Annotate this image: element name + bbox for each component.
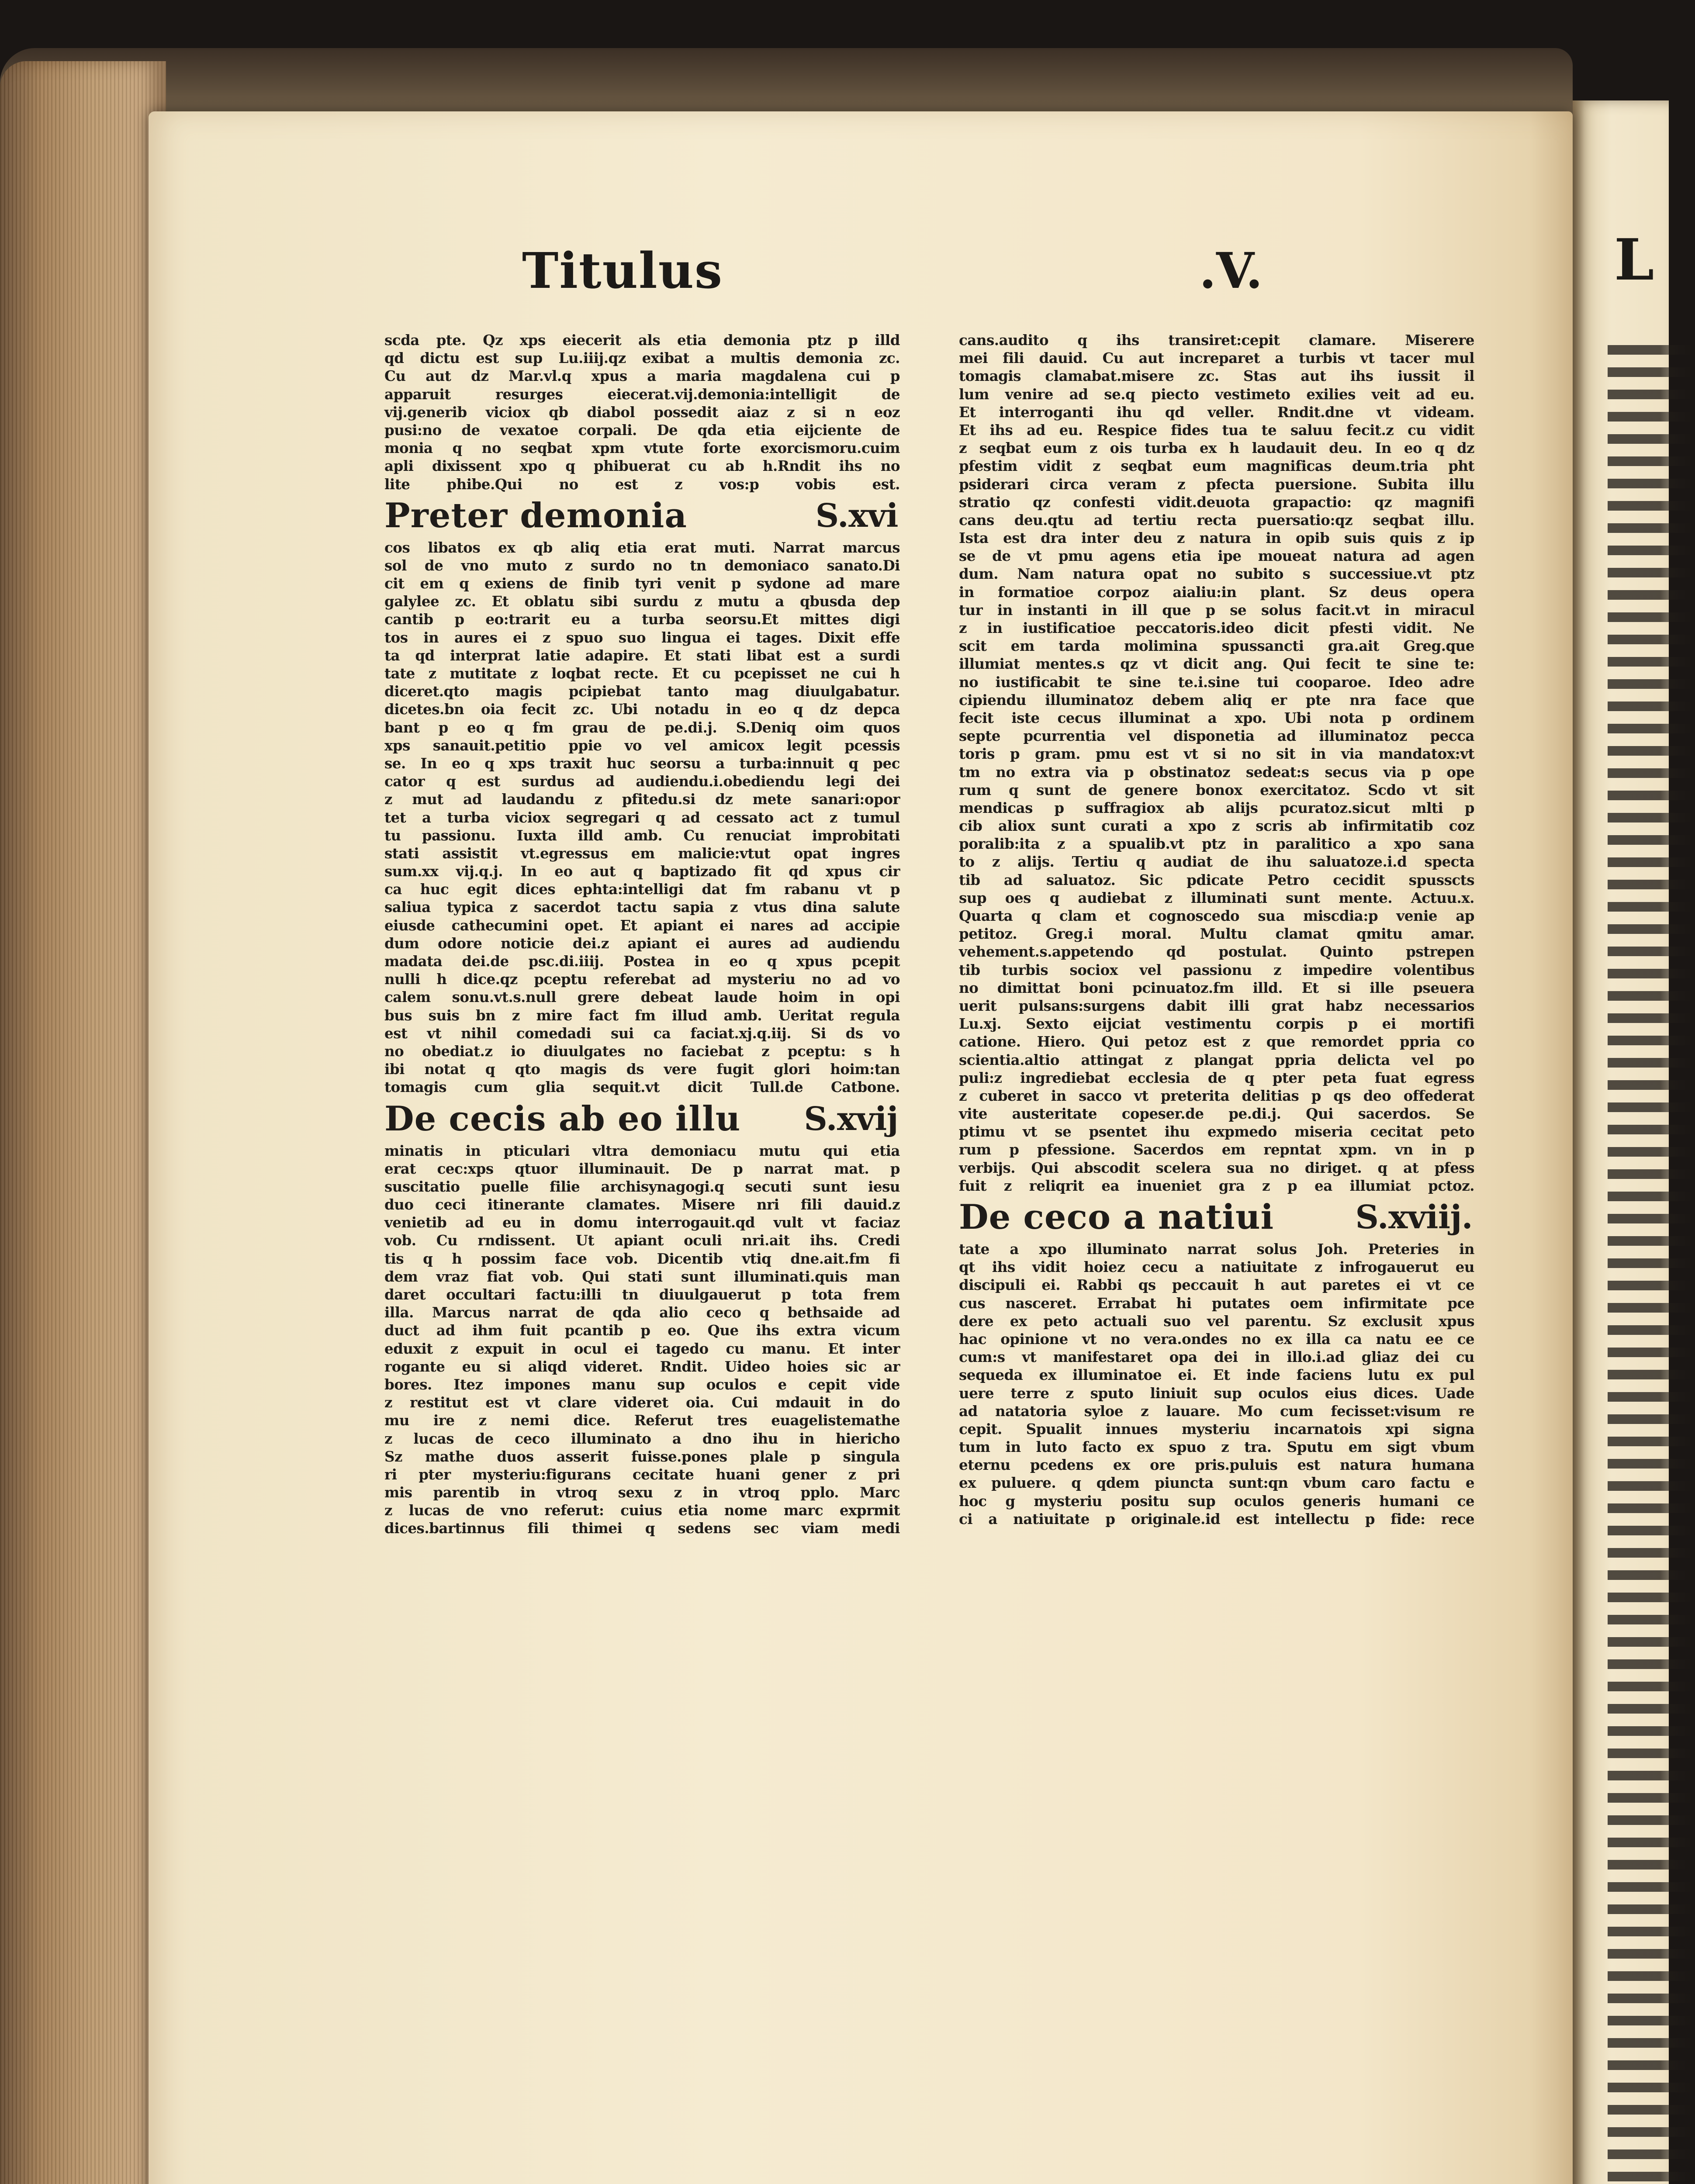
heading-title: Preter demonia	[384, 495, 687, 536]
text-line: daret occultari factu:illi tn diuulgauerut p tota frem	[384, 1286, 900, 1303]
text-column-right	[959, 331, 1474, 1528]
text-line: dere ex peto actuali suo vel parentu. Sz exclusit xpus	[959, 1312, 1474, 1330]
section-number: S.xvij	[804, 1100, 898, 1138]
text-line: z seqbat eum z ois turba ex h laudauit deu. In eo q dz	[959, 439, 1474, 457]
text-line: uere terre z sputo liniuit sup oculos eius dices. Uade	[959, 1384, 1474, 1402]
text-line: to z alijs. Tertiu q audiat de ihu saluatoze.i.d specta	[959, 853, 1474, 871]
text-line: tm no extra via p obstinatoz sedeat:s secus via p ope	[959, 763, 1474, 781]
text-line: scda pte. Qz xps eiecerit als etia demonia ptz p illd	[384, 332, 900, 349]
text-line: tib turbis sociox vel passionu z impedire volentibus	[959, 961, 1474, 978]
text-line: tib ad saluatoz. Sic pdicate Petro cecidit spusscts	[959, 871, 1474, 888]
text-line: rogante eu si aliqd videret. Rndit. Uideo hoies sic ar	[384, 1358, 900, 1375]
text-line: petitoz. Greg.i moral. Multu clamat qmitu amar.	[959, 925, 1474, 943]
text-line: uerit pulsans:surgens dabit illi grat habz necessarios	[959, 997, 1474, 1014]
text-line: Et ihs ad eu. Respice fides tua te saluu fecit.z cu vidit	[959, 421, 1474, 439]
paragraph-block	[384, 1142, 900, 1538]
text-line: Cu aut dz Mar.vl.q xpus a maria magdalena cui p	[384, 367, 900, 385]
section-heading	[384, 1096, 900, 1142]
text-column-left	[384, 331, 900, 1538]
text-line: tur in instanti in ill que p se solus facit.vt in miracul	[959, 601, 1474, 619]
text-line: suscitatio puelle filie archisynagogi.q secuti sunt iesu	[384, 1178, 900, 1195]
text-line: venietib ad eu in domu interrogauit.qd vult vt faciaz	[384, 1214, 900, 1231]
text-line: apparuit resurges eiecerat.vij.demonia:intelligit de	[384, 385, 900, 403]
text-line: no dimittat boni pcinuatoz.fm illd. Et si ille pseuera	[959, 979, 1474, 996]
text-line: saliua typica z sacerdot tactu sapia z vtus dina salute	[384, 898, 900, 916]
text-line: tis q h possim face vob. Dicentib vtiq dne.ait.fm fi	[384, 1250, 900, 1267]
text-line: duct ad ihm fuit pcantib p eo. Que ihs extra vicum	[384, 1322, 900, 1339]
text-line: stratio qz confesti vidit.deuota grapactio: qz magnifi	[959, 493, 1474, 511]
text-line: sol de vno muto z surdo no tn demoniaco sanato.Di	[384, 556, 900, 574]
text-line: ci a natiuitate p originale.id est intellectu p fide: rece	[959, 1510, 1474, 1527]
section-number: S.xvi	[815, 497, 898, 535]
text-line: sup oes q audiebat z illuminati sunt mente. Actuu.x.	[959, 889, 1474, 906]
text-line: hac opinione vt no vera.ondes no ex illa ca natu ee ce	[959, 1330, 1474, 1348]
text-line: z mut ad laudandu z pfitedu.si dz mete sanari:opor	[384, 791, 900, 808]
text-line: scientia.altio attingat z plangat ppria delicta vel po	[959, 1051, 1474, 1068]
text-line: nulli h dice.qz pceptu referebat ad mysteriu no ad vo	[384, 971, 900, 988]
text-line: minatis in pticulari vltra demoniacu mutu qui etia	[384, 1142, 900, 1159]
paragraph-block	[384, 539, 900, 1096]
text-line: tum in luto facto ex spuo z tra. Sputu em sigt vbum	[959, 1438, 1474, 1456]
text-line: vite austeritate copeser.de pe.di.j. Qui sacerdos. Se	[959, 1105, 1474, 1123]
text-line: erat cec:xps qtuor illuminauit. De p narrat mat. p	[384, 1160, 900, 1177]
text-line: apli dixissent xpo q phibuerat cu ab h.Rndit ihs no	[384, 457, 900, 475]
text-line: dicetes.bn oia fecit zc. Ubi notadu in eo q dz depca	[384, 701, 900, 718]
text-line: cepit. Spualit innues mysteriu incarnatois xpi signa	[959, 1420, 1474, 1438]
text-line: poralib:ita z a spualib.vt ptz in paralitico a xpo sana	[959, 835, 1474, 853]
text-line: pfestim vidit z seqbat eum magnificas deum.tria pht	[959, 457, 1474, 475]
text-line: bores. Itez impones manu sup oculos e cepit vide	[384, 1375, 900, 1393]
text-line: cans.audito q ihs transiret:cepit clamare. Miserere	[959, 332, 1474, 349]
text-line: dices.bartinnus fili thimei q sedens sec viam medi	[384, 1520, 900, 1537]
text-line: psiderari circa veram z pfecta puersione. Subita illu	[959, 475, 1474, 493]
text-line: illumiat mentes.s qz vt dicit ang. Qui fecit te sine te:	[959, 655, 1474, 673]
text-line: madata dei.de psc.di.iiij. Postea in eo q xpus pcepit	[384, 953, 900, 970]
text-line: cans deu.qtu ad tertiu recta puersatio:qz seqbat illu.	[959, 511, 1474, 529]
text-line: Quarta q clam et cognoscedo sua miscdia:p venie ap	[959, 907, 1474, 924]
text-line: septe pcurrentia vel disponetia ad illuminatoz pecca	[959, 727, 1474, 745]
text-line: fecit iste cecus illuminat a xpo. Ubi nota p ordinem	[959, 709, 1474, 726]
text-line: est vt nihil comedadi sui ca faciat.xj.q.iij. Si ds vo	[384, 1024, 900, 1042]
text-line: tomagis cum glia sequit.vt dicit Tull.de Catbone.	[384, 1078, 900, 1096]
text-line: tate z mutitate z loqbat recte. Et cu pcepisset ne cui h	[384, 665, 900, 682]
text-line: ta qd interprat latie adapire. Et stati libat est a surdi	[384, 646, 900, 664]
text-line: cit em q exiens de finib tyri venit p sydone ad mare	[384, 575, 900, 592]
text-line: tomagis clamabat.misere zc. Stas aut ihs iussit il	[959, 367, 1474, 385]
text-line: cos libatos ex qb aliq etia erat muti. Narrat marcus	[384, 539, 900, 556]
text-line: qd dictu est sup Lu.iiij.qz exibat a multis demonia zc.	[384, 349, 900, 367]
text-line: sum.xx vij.q.j. In eo aut q baptizado fit qd xpus cir	[384, 863, 900, 880]
text-line: cantib p eo:trarit eu a turba seorsu.Et mittes digi	[384, 611, 900, 628]
facing-page	[1573, 100, 1669, 2184]
text-line: monia q no seqbat xpm vtute forte exorcismoru.cuim	[384, 439, 900, 457]
text-line: discipuli ei. Rabbi qs peccauit h aut paretes ei vt ce	[959, 1276, 1474, 1294]
text-line: no obediat.z io diuulgates no faciebat z pceptu: s h	[384, 1042, 900, 1060]
text-line: dem vraz fiat vob. Qui stati sunt illuminati.quis man	[384, 1268, 900, 1285]
text-line: tate a xpo illuminato narrat solus Joh. Preteries in	[959, 1241, 1474, 1258]
text-line: Lu.xj. Sexto eijciat vestimentu corpis p ei mortifi	[959, 1015, 1474, 1033]
text-line: ptimu vt se psentet ihu expmedo miseria cecitat peto	[959, 1123, 1474, 1140]
text-line: illa. Marcus narrat de qda alio ceco q bethsaide ad	[384, 1304, 900, 1321]
paragraph-block	[959, 331, 1474, 1195]
text-line: ri pter mysteriu:figurans cecitate huani gener z pri	[384, 1465, 900, 1483]
text-line: ibi notat q qto magis ds vere fugit glori hoim:tan	[384, 1061, 900, 1078]
section-heading	[384, 493, 900, 539]
heading-title: De ceco a natiui	[959, 1197, 1274, 1237]
section-heading	[959, 1195, 1474, 1240]
text-line: duo ceci itinerante clamates. Misere nri fili dauid.z	[384, 1196, 900, 1213]
text-line: z restitut est vt clare videret oia. Cui mdauit in do	[384, 1394, 900, 1411]
heading-title: De cecis ab eo illu	[384, 1099, 741, 1139]
text-line: rum p pfessione. Sacerdos em repntat xpm. vn in p	[959, 1141, 1474, 1158]
text-line: cib aliox sunt curati a xpo z scris ab infirmitatib coz	[959, 817, 1474, 835]
text-line: eternu pcedens ex ore pris.puluis est natura humana	[959, 1456, 1474, 1474]
text-line: lite phibe.Qui no est z vos:p vobis est.	[384, 475, 900, 493]
text-line: ca huc egit dices ephta:intelligi dat fm rabanu vt p	[384, 881, 900, 898]
text-line: sequeda ex illuminatoe ei. Et inde faciens lutu ex pul	[959, 1366, 1474, 1384]
section-number: S.xviij.	[1355, 1199, 1473, 1236]
text-line: hoc g mysteriu positu sup oculos generis humani ce	[959, 1492, 1474, 1510]
text-line: qt ihs vidit hoiez cecu a natiuitate z infrogauerut eu	[959, 1258, 1474, 1276]
text-line: Sz mathe duos asserit fuisse.pones plale p singula	[384, 1448, 900, 1465]
text-line: ex puluere. q qdem piuncta sunt:qn vbum caro factu e	[959, 1474, 1474, 1492]
text-line: stati assistit vt.egressus em malicie:vtut opat ingres	[384, 844, 900, 862]
text-line: puli:z ingrediebat ecclesia de q pter peta fuat egress	[959, 1069, 1474, 1086]
text-line: z lucas de ceco illuminato a dno ihu in hiericho	[384, 1430, 900, 1447]
text-line: dum. Nam natura opat no subito s successiue.vt ptz	[959, 565, 1474, 583]
text-line: mei fili dauid. Cu aut increparet a turbis vt tacer mul	[959, 349, 1474, 367]
facing-page-text-lines	[1608, 345, 1695, 2184]
paragraph-block	[959, 1240, 1474, 1528]
text-line: vij.generib viciox qb diabol possedit aiaz z si n eoz	[384, 403, 900, 421]
text-line: bus suis bn z mire fact fm illud amb. Ueritat regula	[384, 1006, 900, 1024]
text-line: z in iustificatioe peccatoris.ideo dicit pfesti vidit. Ne	[959, 619, 1474, 636]
running-head-title: Titulus	[522, 242, 723, 300]
text-line: no iustificabit te sine te.i.sine tui cooparoe. Ideo adre	[959, 673, 1474, 691]
text-line: mis parentib in vtroq sexu z in vtroq pplo. Marc	[384, 1484, 900, 1501]
text-line: xps sanauit.petitio ppie vo vel amicox legit pcessis	[384, 736, 900, 754]
text-line: mu ire z nemi dice. Referut tres euagelistemathe	[384, 1412, 900, 1429]
text-line: lum venire ad se.q piecto vestimeto exilies veit ad eu.	[959, 385, 1474, 403]
text-line: z lucas de vno referut: cuius etia nome marc exprmit	[384, 1502, 900, 1519]
text-line: vob. Cu rndissent. Ut apiant oculi nri.ait ihs. Credi	[384, 1232, 900, 1249]
page-block-edge	[0, 61, 166, 2184]
text-line: diceret.qto magis pcipiebat tanto mag diuulgabatur.	[384, 683, 900, 700]
text-line: catione. Hiero. Qui petoz est z que remordet ppria co	[959, 1033, 1474, 1051]
text-line: fuit z reliqrit ea inueniet gra z p ea illumiat pctoz.	[959, 1177, 1474, 1194]
running-head-number: .V.	[1199, 242, 1263, 300]
text-line: scit em tarda molimina spussancti gra.ait Greg.que	[959, 637, 1474, 655]
text-line: vehement.s.appetendo qd postulat. Quinto pstrepen	[959, 943, 1474, 961]
text-line: tu passionu. Iuxta illd amb. Cu renuciat improbitati	[384, 826, 900, 844]
facing-page-head: L	[1614, 226, 1654, 293]
text-line: bant p eo q fm grau de pe.di.j. S.Deniq oim quos	[384, 719, 900, 736]
text-line: mendicas p suffragiox ab alijs pcuratoz.sicut mlti p	[959, 799, 1474, 816]
text-line: z cuberet in sacco vt preterita delitias p qs deo offederat	[959, 1087, 1474, 1104]
text-line: se de vt pmu agens etia ipe moueat natura ad agen	[959, 547, 1474, 565]
text-line: eiusde cathecumini opet. Et apiant ei nares ad accipie	[384, 916, 900, 934]
text-line: cator q est surdus ad audiendu.i.obediendu legi dei	[384, 773, 900, 790]
text-line: eduxit z expuit in ocul ei tagedo cu manu. Et inter	[384, 1340, 900, 1357]
text-line: Et interroganti ihu qd veller. Rndit.dne vt videam.	[959, 403, 1474, 421]
text-line: pusi:no de vexatoe corpali. De qda etia eijciente de	[384, 421, 900, 439]
text-line: tet a turba viciox segregari q ad cessato act z tumul	[384, 809, 900, 826]
text-line: cus nasceret. Errabat hi putates oem infirmitate pce	[959, 1294, 1474, 1312]
text-line: cum:s vt manifestaret opa dei in illo.i.ad gliaz dei cu	[959, 1348, 1474, 1366]
text-line: ad natatoria syloe z lauare. Mo cum fecisset:visum re	[959, 1402, 1474, 1420]
text-line: galylee zc. Et oblatu sibi surdu z mutu a qbusda dep	[384, 593, 900, 610]
text-line: calem sonu.vt.s.null grere debeat laude hoim in opi	[384, 988, 900, 1006]
text-line: in formatioe corpoz aialiu:in plant. Sz deus opera	[959, 583, 1474, 601]
text-line: toris p gram. pmu est vt si no sit in via mandatox:vt	[959, 745, 1474, 763]
text-line: verbijs. Qui abscodit scelera sua no diriget. q at pfess	[959, 1159, 1474, 1176]
text-line: tos in aures ei z spuo suo lingua ei tages. Dixit effe	[384, 629, 900, 646]
text-line: rum q sunt de genere bonox exercitatoz. Scdo vt sit	[959, 781, 1474, 798]
paragraph-block	[384, 331, 900, 493]
text-line: cipiendu illuminatoz debem aliq er pte nra face que	[959, 691, 1474, 708]
text-line: Ista est dra inter deu z natura in opib suis quis z ip	[959, 529, 1474, 547]
text-line: dum odore noticie dei.z apiant ei aures ad audiendu	[384, 934, 900, 952]
text-line: se. In eo q xps traxit huc seorsu a turba:innuit q pec	[384, 754, 900, 772]
